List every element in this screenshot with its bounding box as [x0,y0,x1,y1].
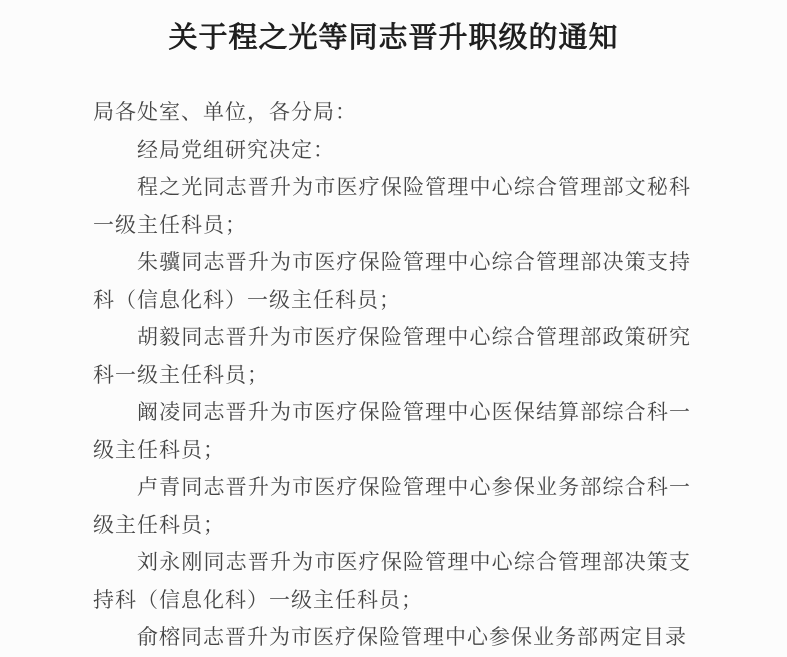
document-paragraph: 局各处室、单位，各分局： [93,100,357,124]
document-paragraph: 朱骥同志晋升为市医疗保险管理中心综合管理部决策支持科（信息化科）一级主任科员； [93,250,691,312]
document-paragraph: 俞榕同志晋升为市医疗保险管理中心参保业务部两定目录 [137,625,687,649]
document-paragraph: 胡毅同志晋升为市医疗保险管理中心综合管理部政策研究科一级主任科员； [93,325,691,387]
document-paragraph: 刘永刚同志晋升为市医疗保险管理中心综合管理部决策支持科（信息化科）一级主任科员； [93,550,691,612]
document-paragraph: 阚凌同志晋升为市医疗保险管理中心医保结算部综合科一级主任科员； [93,400,691,462]
document-title: 关于程之光等同志晋升职级的通知 [168,22,619,54]
document-body [93,94,691,657]
document-paragraph: 卢青同志晋升为市医疗保险管理中心参保业务部综合科一级主任科员； [93,475,691,537]
document-paragraph: 程之光同志晋升为市医疗保险管理中心综合管理部文秘科一级主任科员； [93,175,691,237]
document-paragraph: 经局党组研究决定： [137,137,335,162]
